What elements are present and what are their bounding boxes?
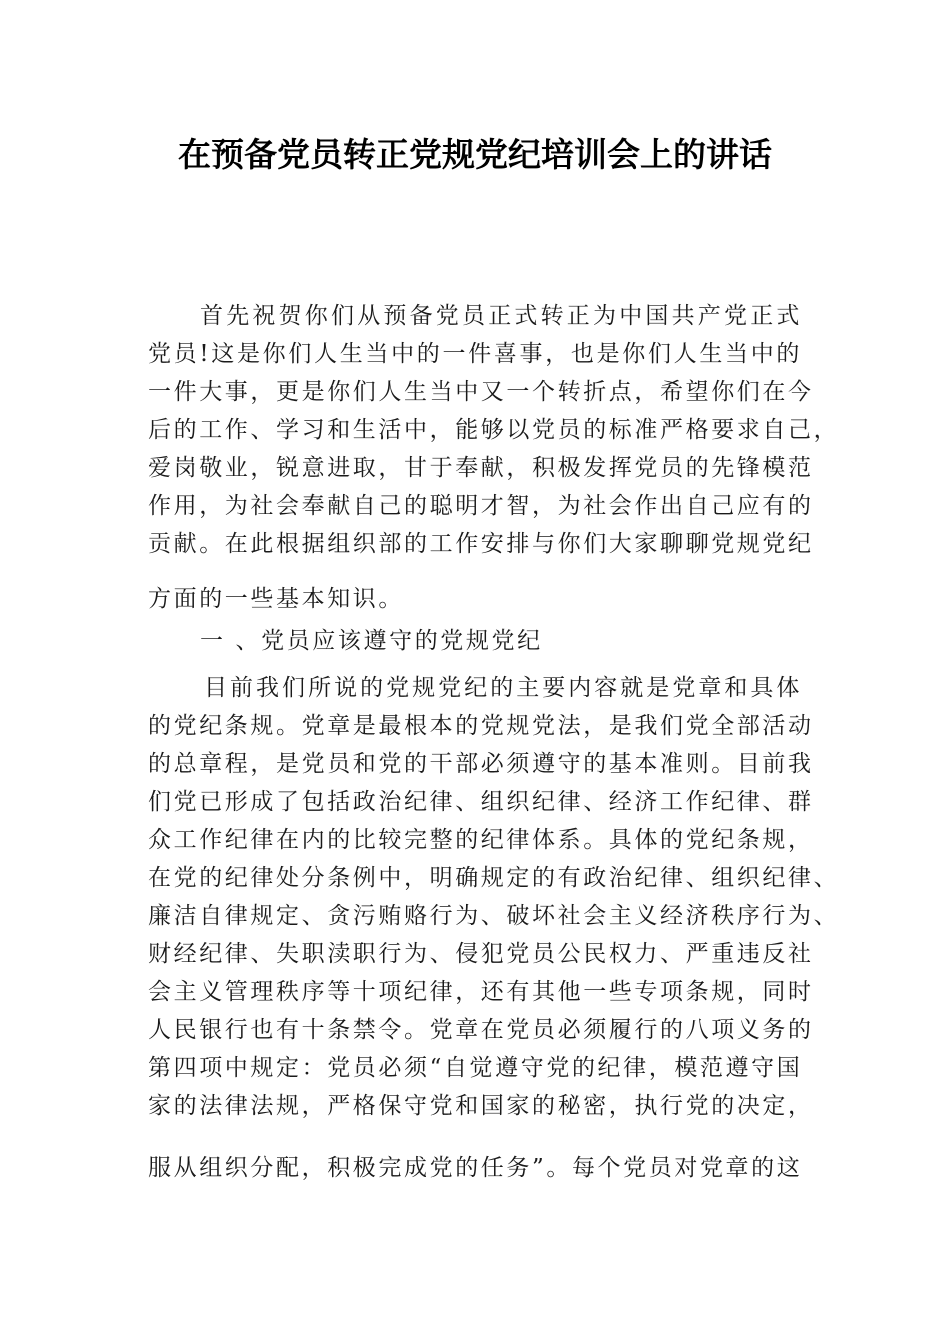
paragraph-line: 的总章程，是党员和党的干部必须遵守的基本准则。目前我 xyxy=(148,751,814,777)
paragraph-line: 方面的一些基本知识。 xyxy=(148,586,404,612)
document-title: 在预备党员转正党规党纪培训会上的讲话 xyxy=(178,135,772,174)
section-heading xyxy=(148,622,802,660)
paragraph-line: 众工作纪律在内的比较完整的纪律体系。具体的党纪条规， xyxy=(148,827,814,853)
paragraph-line: 家的法律法规，严格保守党和国家的秘密，执行党的决定， xyxy=(148,1093,814,1119)
paragraph-line: 财经纪律、失职渎职行为、侵犯党员公民权力、严重违反社 xyxy=(148,941,814,967)
section-heading-text: 一 、党员应该遵守的党规党纪 xyxy=(200,628,543,654)
paragraph-line: 一件大事，更是你们人生当中又一个转折点，希望你们在今 xyxy=(148,379,814,405)
paragraph-line: 人民银行也有十条禁令。党章在党员必须履行的八项义务的 xyxy=(148,1017,814,1043)
paragraph-line: 作用，为社会奉献自己的聪明才智，为社会作出自己应有的 xyxy=(148,493,814,519)
paragraph-line: 党员!这是你们人生当中的一件喜事，也是你们人生当中的 xyxy=(148,341,802,367)
paragraph-line: 首先祝贺你们从预备党员正式转正为中国共产党正式 xyxy=(200,303,802,329)
paragraph-line: 们党已形成了包括政治纪律、组织纪律、经济工作纪律、群 xyxy=(148,789,814,815)
paragraph-line: 廉洁自律规定、贪污贿赂行为、破坏社会主义经济秩序行为、 xyxy=(148,903,840,929)
paragraph-2-last xyxy=(148,1149,802,1187)
paragraph-1-last xyxy=(148,580,802,618)
paragraph-line: 服从组织分配，积极完成党的任务”。每个党员对党章的这 xyxy=(148,1155,803,1181)
paragraph-line: 会主义管理秩序等十项纪律，还有其他一些专项条规，同时 xyxy=(148,979,814,1005)
paragraph-line: 的党纪条规。党章是最根本的党规党法，是我们党全部活动 xyxy=(148,713,814,739)
paragraph-2 xyxy=(148,669,840,1125)
paragraph-line: 在党的纪律处分条例中，明确规定的有政治纪律、组织纪律、 xyxy=(148,865,840,891)
paragraph-line: 目前我们所说的党规党纪的主要内容就是党章和具体 xyxy=(204,675,802,701)
paragraph-1 xyxy=(148,297,840,563)
paragraph-line: 贡献。在此根据组织部的工作安排与你们大家聊聊党规党纪 xyxy=(148,531,814,557)
paragraph-line: 第四项中规定：党员必须“自觉遵守党的纪律，模范遵守国 xyxy=(148,1055,803,1081)
paragraph-line: 后的工作、学习和生活中，能够以党员的标准严格要求自己， xyxy=(148,417,840,443)
paragraph-line: 爱岗敬业，锐意进取，甘于奉献，积极发挥党员的先锋模范 xyxy=(148,455,814,481)
